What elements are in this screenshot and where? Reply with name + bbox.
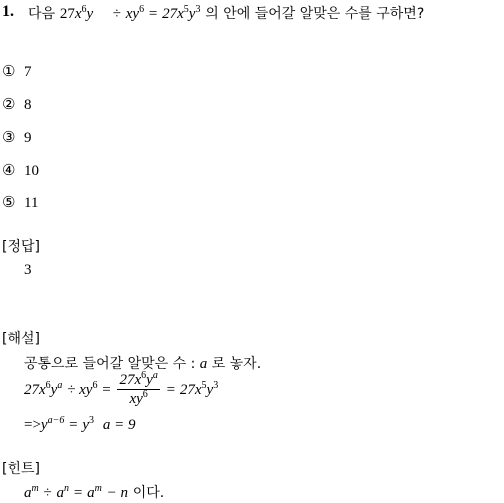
choice-value: 8 <box>24 97 32 113</box>
question-number: 1. <box>2 3 14 20</box>
choice-mark: ⑤ <box>2 193 16 211</box>
eq-div: ÷ <box>112 6 121 22</box>
l2-eq: = <box>102 381 111 398</box>
hint-div: ÷ <box>43 485 52 501</box>
explanation-var: a <box>199 356 208 372</box>
eq-rhs-y-exp: 3 <box>195 4 201 15</box>
hint-exp1: m <box>31 483 39 494</box>
explanation-line-3 <box>24 415 135 434</box>
l2-lhs-y-exp: a <box>57 379 63 391</box>
l2-fraction <box>117 371 159 408</box>
eq-equals: = <box>148 6 158 22</box>
explanation-suffix: 로 놓자. <box>211 356 262 372</box>
eq-x-exp: 6 <box>81 4 87 15</box>
answer-heading: [정답] <box>2 239 40 255</box>
l2-num: 27x <box>119 372 142 388</box>
l2-rhs-y: y <box>206 381 214 398</box>
l2-num-y: y <box>146 372 153 388</box>
choice-mark: ① <box>2 62 16 80</box>
l2-den-exp: 6 <box>142 389 148 400</box>
eq-rhs-x-exp: 5 <box>183 4 189 15</box>
l2-num-x-exp: 6 <box>141 370 147 381</box>
choice-mark: ② <box>2 95 16 113</box>
l3-y-exp: a−6 <box>47 415 65 426</box>
choice-value: 10 <box>24 163 39 179</box>
l3-eq: = <box>69 417 78 433</box>
l3-y: y <box>40 417 48 433</box>
answer-value: 3 <box>24 262 32 278</box>
l2-num-y-exp: a <box>152 370 158 381</box>
choice-3[interactable] <box>2 128 32 147</box>
l2-lhs-x-exp: 6 <box>45 379 51 391</box>
hint-base2: a <box>56 485 65 501</box>
hint-exp2: n <box>64 483 70 494</box>
l3-arrow: => <box>24 417 41 433</box>
question-suffix: 의 안에 들어갈 알맞은 수를 구하면? <box>205 6 425 22</box>
l2-rhs-y-exp: 3 <box>213 379 219 391</box>
l2-div-exp: 6 <box>92 379 98 391</box>
choice-mark: ③ <box>2 128 16 146</box>
l2-lhs: 27x <box>24 381 46 398</box>
hint-base1: a <box>24 485 32 501</box>
l2-den: xy <box>129 391 143 407</box>
explanation-heading: [해설] <box>2 331 40 347</box>
choice-5[interactable] <box>2 193 38 212</box>
l2-eq2: = <box>166 381 176 398</box>
question-text <box>28 3 424 23</box>
l2-lhs-y: y <box>50 381 58 398</box>
eq-coef: 27 <box>59 6 75 22</box>
l2-div: ÷ xy <box>67 381 93 398</box>
l3-y2-exp: 3 <box>89 415 95 426</box>
hint-heading: [힌트] <box>2 461 40 477</box>
l3-result: a = 9 <box>102 417 136 433</box>
choice-value: 11 <box>24 195 39 211</box>
choice-1[interactable] <box>2 62 32 81</box>
eq-div-term: xy <box>125 6 140 22</box>
question-prefix: 다음 <box>28 6 56 22</box>
hint-exp3: m <box>94 483 102 494</box>
choice-mark: ④ <box>2 161 16 179</box>
hint-line <box>24 482 164 502</box>
hint-minus-n: − n <box>106 485 128 501</box>
eq-x: x <box>74 6 82 22</box>
l2-rhs: 27x <box>179 381 202 398</box>
hint-eq: = <box>73 485 83 501</box>
hint-base3: a <box>87 485 95 501</box>
l2-rhs-x-exp: 5 <box>201 379 207 391</box>
explanation-line-2 <box>24 371 218 408</box>
l3-y2: y <box>82 417 90 433</box>
explanation-text: 공통으로 들어갈 알맞은 수 : <box>24 356 196 372</box>
eq-rhs: 27x <box>162 6 184 22</box>
choice-value: 7 <box>24 64 32 80</box>
choice-4[interactable] <box>2 161 39 180</box>
eq-y: y <box>86 6 94 22</box>
eq-div-exp: 6 <box>139 4 145 15</box>
choice-value: 9 <box>24 130 32 146</box>
hint-suffix: 이다. <box>132 485 165 501</box>
choice-2[interactable] <box>2 95 32 114</box>
eq-rhs-y: y <box>188 6 196 22</box>
